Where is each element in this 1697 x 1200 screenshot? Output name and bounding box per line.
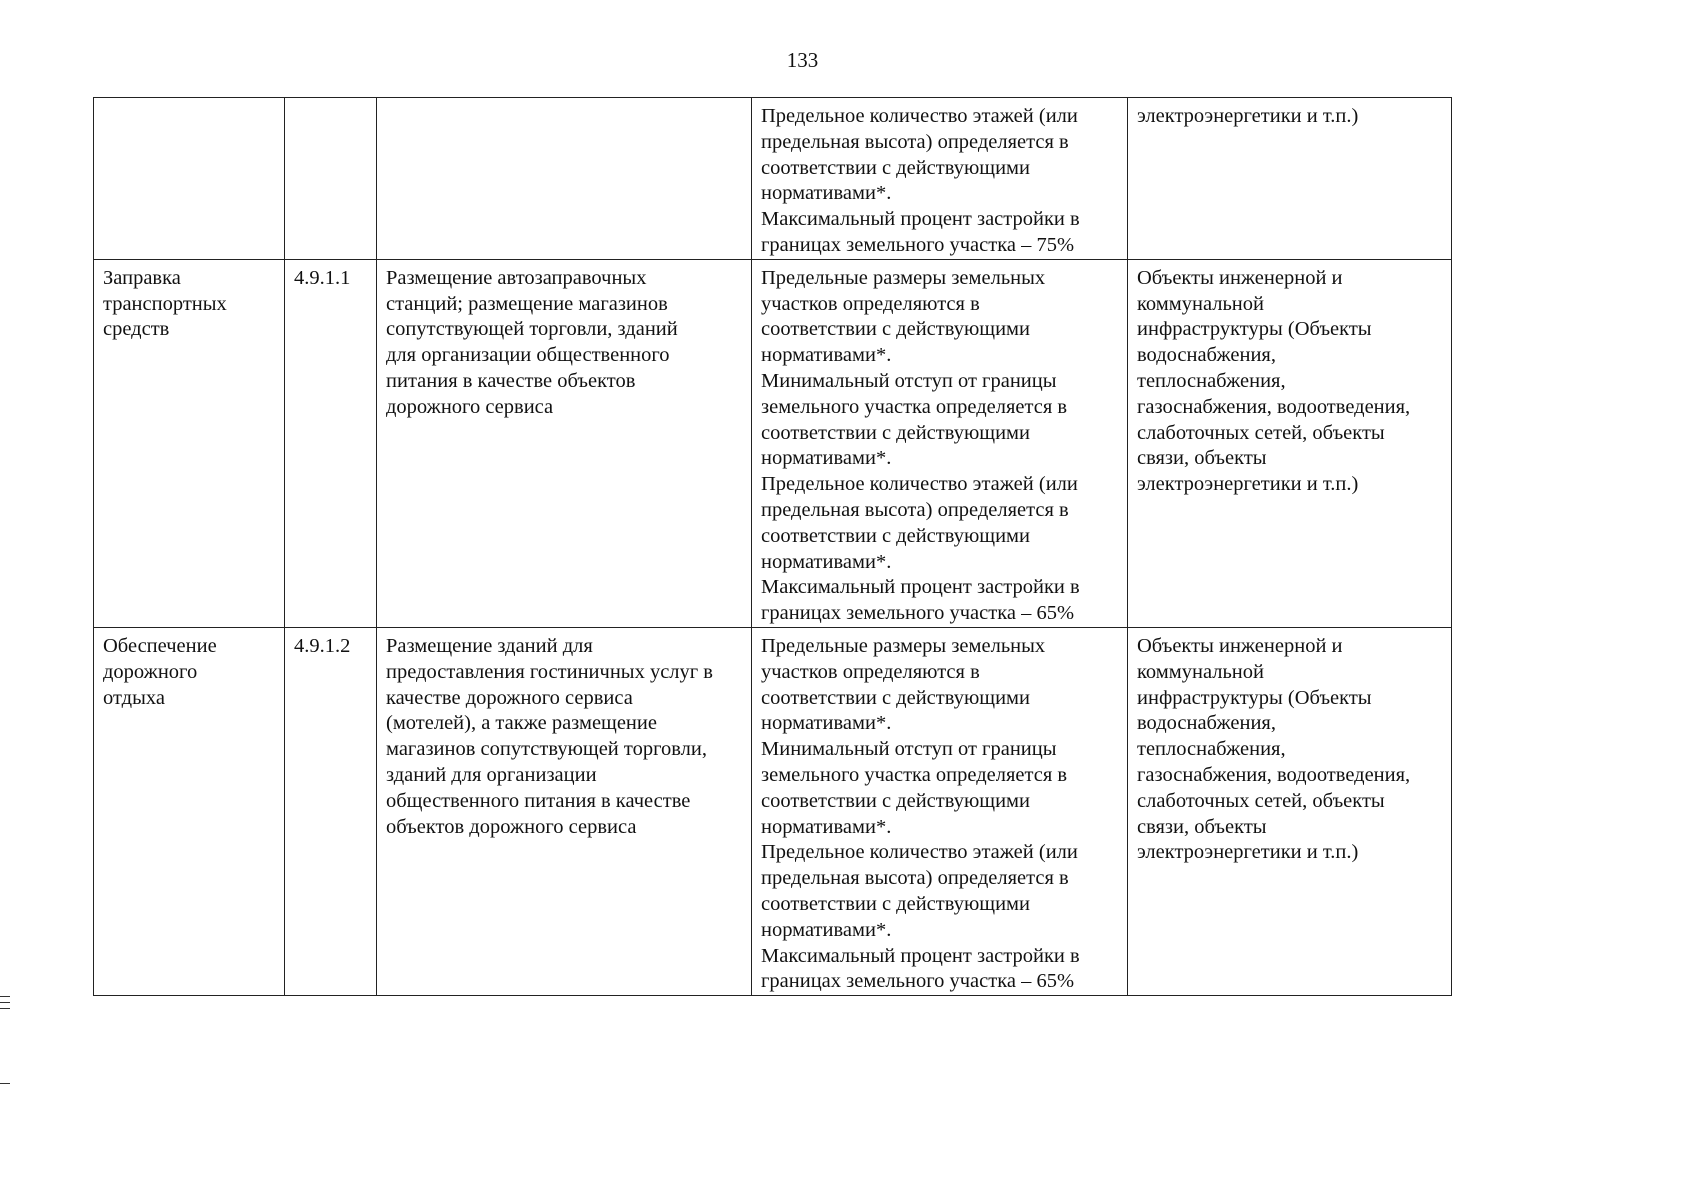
infrastructure-cell [1128, 627, 1452, 995]
parameters-line: Предельное количество этажей (или [761, 105, 1078, 127]
infrastructure-line: Объекты инженерной и [1137, 634, 1343, 657]
infrastructure-line: электроэнергетики и т.п.) [1137, 473, 1359, 496]
parameters-line: нормативами*. [761, 344, 892, 367]
use-description-line: станций; размещение магазинов [386, 292, 668, 315]
use-description-line: сопутствующей торговли, зданий [386, 318, 678, 341]
page-number: 133 [786, 48, 819, 72]
binding-margin-mark [0, 996, 10, 997]
infrastructure-line: теплоснабжения, [1137, 738, 1286, 761]
parameters-line: нормативами*. [761, 815, 892, 838]
parameters-cell [752, 259, 1128, 627]
parameters-line: предельная высота) определяется в [761, 867, 1069, 890]
parameters-line: земельного участка определяется в [761, 763, 1068, 786]
parameters-line: Предельные размеры земельных [761, 634, 1046, 657]
use-description-line: питания в качестве объектов [386, 369, 636, 392]
parameters-cell [752, 627, 1128, 995]
parameters-line: соответствии с действующими [761, 789, 1030, 812]
use-description-line: магазинов сопутствующей торговли, [386, 738, 707, 761]
infrastructure-cell [1128, 259, 1452, 627]
use-type-name-line: средств [103, 318, 170, 341]
parameters-cell [752, 98, 1128, 260]
parameters-line: границах земельного участка – 65% [761, 970, 1075, 993]
infrastructure-line: инфраструктуры (Объекты [1137, 686, 1372, 709]
infrastructure-line: слаботочных сетей, объекты [1137, 421, 1385, 444]
parameters-line: границах земельного участка – 65% [761, 602, 1075, 625]
infrastructure-line: Объекты инженерной и [1137, 266, 1343, 289]
infrastructure-line: электроэнергетики и т.п.) [1137, 841, 1359, 864]
parameters-line: соответствии с действующими [761, 892, 1030, 915]
use-type-name-line: Заправка [103, 266, 181, 289]
infrastructure-line: газоснабжения, водоотведения, [1137, 763, 1411, 786]
parameters-line: нормативами*. [761, 550, 892, 573]
parameters-line: земельного участка определяется в [761, 395, 1068, 418]
use-description-cell [377, 627, 752, 995]
parameters-line: нормативами*. [761, 447, 892, 470]
parameters-line: участков определяются в [761, 660, 980, 683]
binding-margin-mark [0, 1083, 10, 1084]
use-description-line: Размещение зданий для [386, 634, 593, 657]
infrastructure-line: электроэнергетики и т.п.) [1137, 105, 1359, 127]
use-description-line: для организации общественного [386, 344, 670, 367]
parameters-line: соответствии с действующими [761, 156, 1030, 179]
infrastructure-line: водоснабжения, [1137, 344, 1276, 367]
infrastructure-line: коммунальной [1137, 292, 1264, 315]
parameters-line: Предельные размеры земельных [761, 266, 1046, 289]
use-type-name-cell [94, 98, 285, 260]
parameters-line: Минимальный отступ от границы [761, 369, 1057, 392]
parameters-line: границах земельного участка – 75% [761, 233, 1075, 256]
parameters-line: Предельное количество этажей (или [761, 473, 1078, 496]
parameters-line: Предельное количество этажей (или [761, 841, 1078, 864]
table-row [94, 627, 1452, 995]
binding-margin-mark [0, 1002, 10, 1003]
use-description-line: дорожного сервиса [386, 395, 554, 418]
parameters-line: Максимальный процент застройки в [761, 944, 1080, 967]
use-type-name-line: Обеспечение [103, 634, 217, 657]
use-description-line: (мотелей), а также размещение [386, 712, 657, 735]
infrastructure-line: газоснабжения, водоотведения, [1137, 395, 1411, 418]
parameters-line: предельная высота) определяется в [761, 130, 1069, 153]
use-type-name-line: дорожного [103, 660, 198, 683]
parameters-line: Максимальный процент застройки в [761, 576, 1080, 599]
infrastructure-cell [1128, 98, 1452, 260]
parameters-line: нормативами*. [761, 712, 892, 735]
infrastructure-line: водоснабжения, [1137, 712, 1276, 735]
infrastructure-line: инфраструктуры (Объекты [1137, 318, 1372, 341]
table-row [94, 98, 1452, 260]
parameters-line: нормативами*. [761, 918, 892, 941]
use-description-line: зданий для организации [386, 763, 597, 786]
infrastructure-line: теплоснабжения, [1137, 369, 1286, 392]
use-type-code-cell [285, 98, 377, 260]
use-description-line: Размещение автозаправочных [386, 266, 647, 289]
use-type-code-cell: 4.9.1.2 [285, 627, 377, 995]
use-description-cell [377, 259, 752, 627]
parameters-line: Минимальный отступ от границы [761, 738, 1057, 761]
use-type-code-cell: 4.9.1.1 [285, 259, 377, 627]
parameters-line: соответствии с действующими [761, 421, 1030, 444]
parameters-line: Максимальный процент застройки в [761, 208, 1080, 231]
use-description-cell [377, 98, 752, 260]
use-description-line: общественного питания в качестве [386, 789, 691, 812]
infrastructure-line: слаботочных сетей, объекты [1137, 789, 1385, 812]
table-row [94, 259, 1452, 627]
infrastructure-line: связи, объекты [1137, 815, 1267, 838]
use-type-name-cell [94, 259, 285, 627]
parameters-line: соответствии с действующими [761, 686, 1030, 709]
use-description-line: объектов дорожного сервиса [386, 815, 637, 838]
parameters-line: нормативами*. [761, 182, 892, 205]
parameters-line: участков определяются в [761, 292, 980, 315]
parameters-line: соответствии с действующими [761, 318, 1030, 341]
use-type-name-line: отдыха [103, 686, 165, 709]
infrastructure-line: коммунальной [1137, 660, 1264, 683]
binding-margin-mark [0, 1008, 10, 1009]
parameters-line: соответствии с действующими [761, 524, 1030, 547]
infrastructure-line: связи, объекты [1137, 447, 1267, 470]
use-type-name-line: транспортных [103, 292, 227, 315]
parameters-line: предельная высота) определяется в [761, 498, 1069, 521]
use-type-name-cell [94, 627, 285, 995]
use-description-line: качестве дорожного сервиса [386, 686, 633, 709]
use-description-line: предоставления гостиничных услуг в [386, 660, 713, 683]
land-use-table [93, 97, 1452, 996]
